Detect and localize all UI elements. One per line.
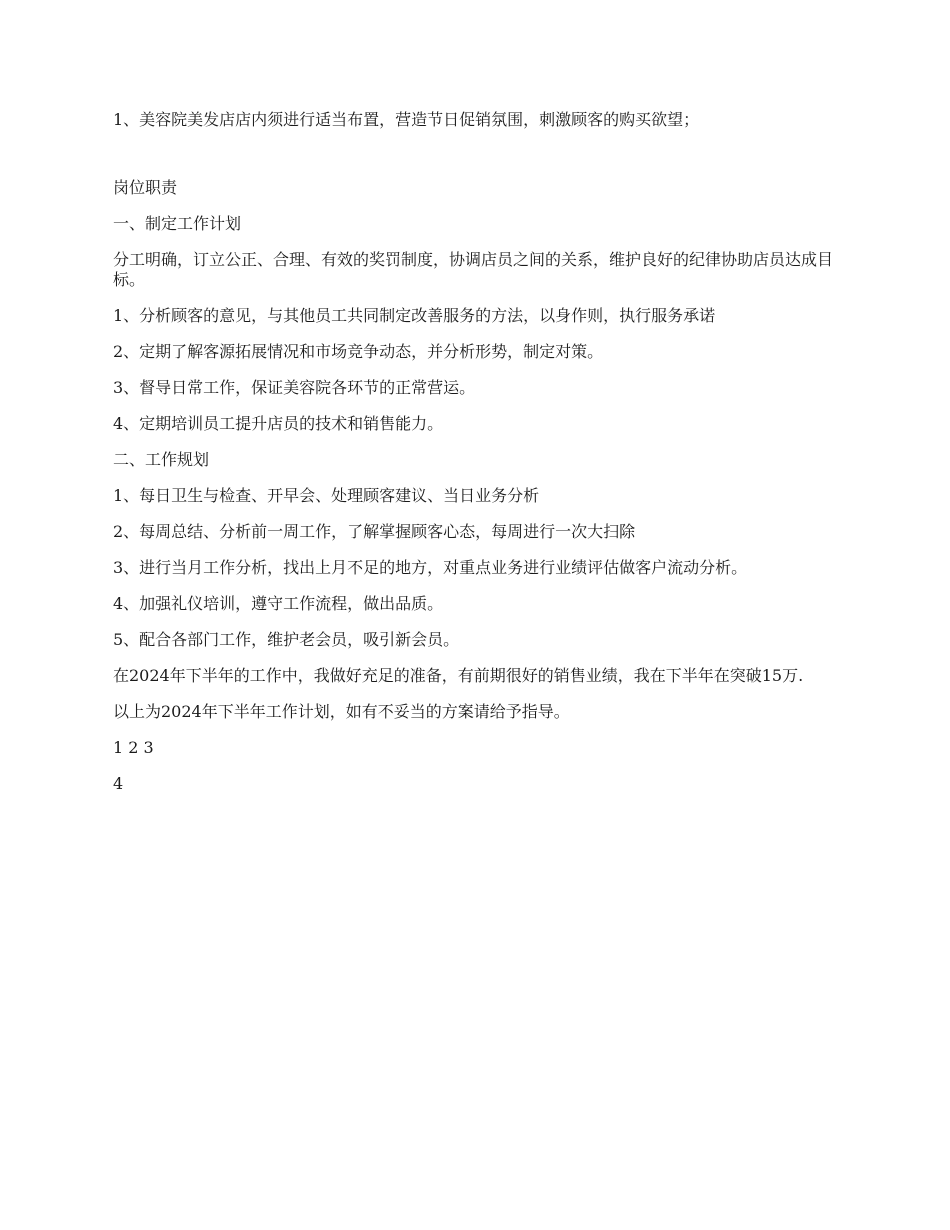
paragraph-sales-goal: 在2024年下半年的工作中，我做好充足的准备，有前期很好的销售业绩，我在下半年在突破15万. (113, 666, 804, 685)
document-body (113, 110, 838, 810)
list-item-schedule-4: 4、加强礼仪培训，遵守工作流程，做出品质。 (113, 594, 444, 613)
list-item-schedule-5: 5、配合各部门工作，维护老会员，吸引新会员。 (113, 630, 460, 649)
section-heading-work-plan: 一、制定工作计划 (113, 214, 242, 233)
section-heading-work-schedule: 二、工作规划 (113, 450, 210, 469)
list-item-plan-1: 1、分析顾客的意见，与其他员工共同制定改善服务的方法，以身作则，执行服务承诺 (113, 306, 716, 325)
list-item-schedule-1: 1、每日卫生与检查、开早会、处理顾客建议、当日业务分析 (113, 486, 540, 505)
page-numbers-line-1: 1 2 3 (113, 738, 154, 757)
list-item-schedule-2: 2、每周总结、分析前一周工作，了解掌握顾客心态，每周进行一次大扫除 (113, 522, 636, 541)
list-item-plan-2: 2、定期了解客源拓展情况和市场竞争动态，并分析形势，制定对策。 (113, 342, 604, 361)
paragraph-division-of-labor: 分工明确，订立公正、合理、有效的奖罚制度，协调店员之间的关系，维护良好的纪律协助店员达成目标。 (113, 250, 834, 289)
page-numbers-line-2: 4 (113, 774, 124, 793)
list-item-plan-4: 4、定期培训员工提升店员的技术和销售能力。 (113, 414, 444, 433)
intro-paragraph: 1、美容院美发店店内须进行适当布置，营造节日促销氛围，刺激顾客的购买欲望； (113, 110, 700, 129)
list-item-plan-3: 3、督导日常工作，保证美容院各环节的正常营运。 (113, 378, 476, 397)
paragraph-closing: 以上为2024年下半年工作计划，如有不妥当的方案请给予指导。 (113, 702, 570, 721)
list-item-schedule-3: 3、进行当月工作分析，找出上月不足的地方，对重点业务进行业绩评估做客户流动分析。 (113, 558, 748, 577)
section-heading-job-duties: 岗位职责 (113, 178, 178, 197)
